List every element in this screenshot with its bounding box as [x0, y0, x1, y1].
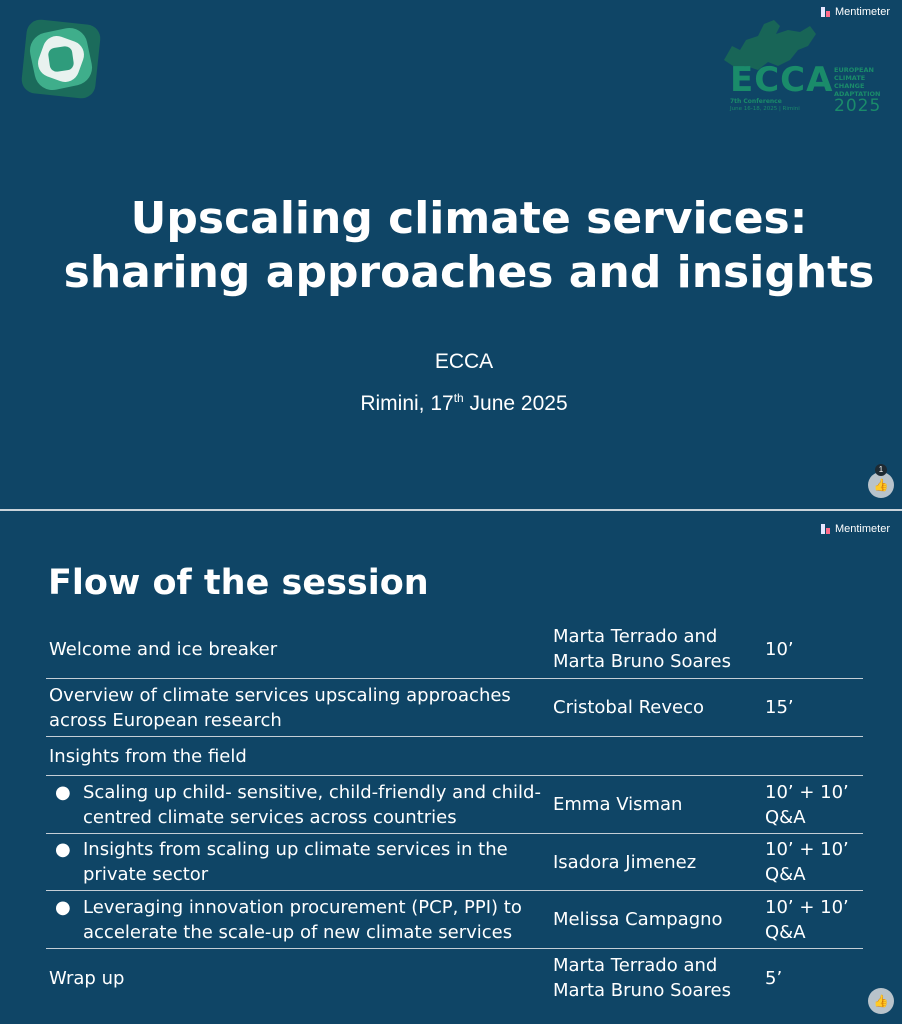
agenda-heading: Flow of the session — [48, 563, 429, 603]
agenda-row — [46, 737, 863, 776]
mentimeter-label: Mentimeter — [834, 6, 890, 18]
climate-project-logo-icon — [20, 18, 102, 100]
agenda-time: 10’ + 10’ Q&A — [765, 839, 849, 885]
ecca-side-text: EUROPEAN CLIMATE CHANGE ADAPTATION — [834, 66, 881, 98]
agenda-item: Overview of climate services upscaling approaches across European research — [49, 684, 511, 731]
subtitle-date: Rimini, 17th June 2025 — [360, 391, 568, 415]
agenda-speaker: Emma Visman — [553, 794, 683, 815]
agenda-item: Scaling up child- sensitive, child-friendly and child-centred climate services across countries — [83, 781, 541, 828]
mentimeter-label: Mentimeter — [834, 523, 890, 535]
slide-subtitle — [0, 344, 902, 422]
agenda-speaker: Melissa Campagno — [553, 909, 723, 930]
agenda-item: Welcome and ice breaker — [49, 638, 278, 660]
agenda-row — [46, 949, 863, 1007]
agenda-speaker: Marta Terrado and Marta Bruno Soares — [553, 626, 731, 672]
agenda-row — [46, 834, 863, 891]
thumbs-up-icon: 👍 — [873, 994, 889, 1008]
slide-title — [0, 192, 902, 300]
agenda-row — [46, 891, 863, 949]
agenda-item: Wrap up — [49, 967, 125, 989]
agenda-time: 10’ — [765, 638, 794, 660]
title-line-2: sharing approaches and insights — [63, 247, 875, 298]
bullet-icon: ● — [55, 781, 71, 803]
agenda-speaker: Marta Terrado and Marta Bruno Soares — [553, 955, 731, 1001]
ecca-wordmark: ECCA — [730, 60, 834, 100]
bullet-icon: ● — [55, 896, 71, 918]
agenda-row — [46, 620, 863, 679]
agenda-item: Insights from the field — [49, 745, 247, 767]
agenda-item: Insights from scaling up climate services in the private sector — [83, 839, 508, 885]
ecca-logo — [718, 16, 888, 120]
agenda-row — [46, 679, 863, 737]
ecca-year: 2025 — [834, 96, 882, 116]
ecca-dates: June 16-18, 2025 | Rimini — [730, 106, 800, 112]
title-slide — [0, 0, 902, 509]
agenda-row — [46, 776, 863, 834]
agenda-speaker: Cristobal Reveco — [553, 697, 705, 718]
thumbs-up-icon: 👍 — [873, 478, 889, 492]
agenda-item: Leveraging innovation procurement (PCP, PPI) to accelerate the scale-up of new climate services — [83, 896, 522, 943]
mentimeter-logo-icon — [821, 524, 831, 534]
title-line-1: Upscaling climate services: — [130, 193, 808, 244]
agenda-time: 5’ — [765, 967, 783, 989]
agenda-time: 15’ — [765, 697, 794, 718]
mentimeter-badge — [821, 523, 890, 535]
agenda-time: 10’ + 10’ Q&A — [765, 781, 849, 828]
agenda-time: 10’ + 10’ Q&A — [765, 896, 849, 943]
agenda-slide — [0, 511, 902, 1024]
bullet-icon: ● — [55, 839, 71, 860]
ecca-conference: 7th Conference — [730, 98, 782, 105]
like-button[interactable] — [868, 988, 894, 1014]
agenda-speaker: Isadora Jimenez — [553, 851, 697, 873]
like-count-badge: 1 — [875, 464, 887, 476]
agenda-table — [46, 620, 863, 1007]
subtitle-event: ECCA — [434, 350, 494, 373]
